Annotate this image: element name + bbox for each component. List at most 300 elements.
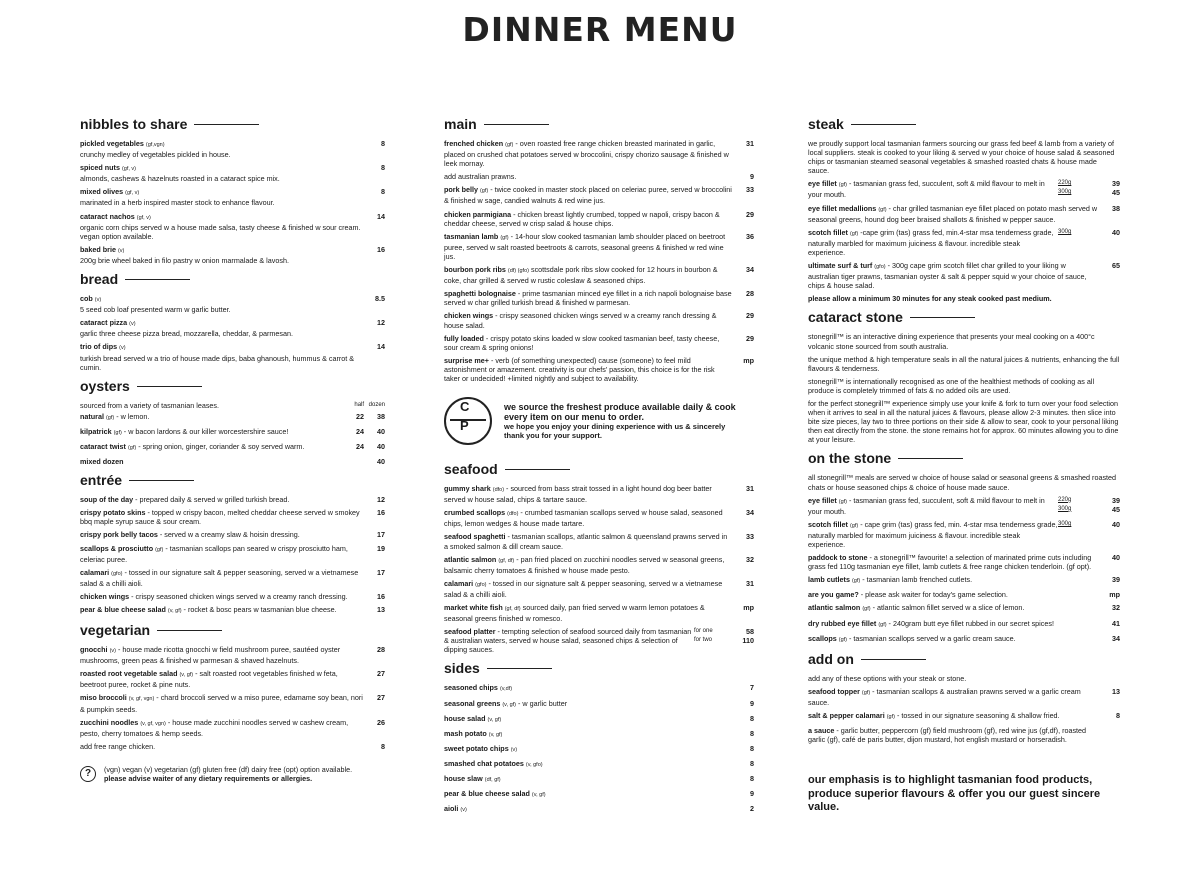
- menu-item: [444, 555, 754, 575]
- menu-item: [80, 442, 385, 453]
- dietary-tag: (gf): [849, 230, 859, 237]
- menu-item-price: 32: [746, 554, 754, 564]
- menu-item-desc: - 14-hour slow cooked tasmanian lamb shoulder placed on beetroot puree, served w salt roasted beetroots & carrots, seasonal greens & finished w red wine jus.: [444, 231, 726, 261]
- menu-item-name: aioli: [444, 804, 459, 814]
- menu-item: [444, 759, 754, 770]
- produce-badge: [444, 397, 754, 445]
- menu-item-text: [444, 729, 732, 740]
- menu-item: [80, 245, 385, 265]
- weight-row: [1058, 496, 1120, 505]
- menu-item-desc: - house made zucchini noodles served w cashew cream, pesto, cherry tomatoes & hemp seeds.: [80, 717, 349, 738]
- weight: 300g: [1058, 520, 1072, 527]
- menu-item: [80, 508, 385, 526]
- menu-item: [444, 804, 754, 815]
- menu-item-desc: - w lemon.: [114, 411, 150, 421]
- half-price: 22: [356, 411, 365, 421]
- weight: 300g: [1058, 189, 1072, 196]
- section-heading: on the stone: [808, 450, 1120, 467]
- menu-item-price: 65: [1112, 261, 1120, 271]
- menu-item: [80, 718, 385, 738]
- menu-item-name: paddock to stone: [808, 553, 868, 563]
- menu-item-name: gummy shark: [444, 484, 491, 494]
- section-oysters: [80, 378, 385, 466]
- section-bread: [80, 271, 385, 372]
- menu-item-desc: - prime tasmanian minced eye fillet in a rich napoli bolognaise base served w char grilled turkish bread & finished w parmesan.: [444, 289, 732, 308]
- menu-item-price: 8: [750, 728, 754, 738]
- section-vegetarian: [80, 622, 385, 751]
- addon-intro: add any of these options with your steak or stone.: [808, 673, 967, 683]
- menu-item-price: 41: [1112, 618, 1120, 628]
- menu-item-desc: 200g brie wheel baked in filo pastry w onion marmalade & lavosh.: [80, 255, 289, 265]
- menu-item: [80, 212, 385, 241]
- menu-item: [80, 605, 385, 616]
- menu-item-name: surprise me+: [444, 355, 489, 365]
- menu-item: [808, 520, 1120, 549]
- section-sides: [444, 660, 754, 815]
- menu-item-name: mash potato: [444, 728, 487, 738]
- menu-item-name: eye fillet medallions: [808, 203, 877, 213]
- menu-item-price: 26: [377, 717, 385, 727]
- menu-item: [80, 412, 385, 423]
- menu-item-price: 19: [377, 543, 385, 553]
- menu-item-price: 8: [381, 139, 385, 148]
- menu-item-name: seafood spaghetti: [444, 532, 506, 542]
- menu-item-name: pear & blue cheese salad: [444, 789, 530, 799]
- menu-item-name: scotch fillet: [808, 519, 848, 529]
- section-on-the-stone: [808, 450, 1120, 644]
- badge-line: thank you for your support.: [504, 431, 602, 441]
- menu-item-name: seafood topper: [808, 686, 860, 696]
- menu-item-desc: - twice cooked in master stock placed on celeriac puree, served w broccolini & finished w sage, candied walnuts & red wine jus.: [444, 185, 732, 206]
- menu-item: [808, 575, 1120, 586]
- menu-item-price: 8.5: [375, 294, 385, 304]
- menu-item-text: [80, 442, 345, 453]
- dozen-price: 40: [377, 441, 385, 451]
- menu-item: [444, 532, 754, 550]
- menu-item-desc: - verb (of something unexpected) cause (someone) to feel mild astonishment or amazement. creativity is our chefs' passion, this choice is for the risk taker or undecided! +limited nightly and subject to availability.: [444, 355, 715, 383]
- menu-item-desc: almonds, cashews & hazelnuts roasted in a cataract spice mix.: [80, 174, 280, 184]
- dozen-label: dozen: [368, 401, 385, 408]
- menu-item: [444, 714, 754, 725]
- menu-item: [808, 590, 1120, 599]
- menu-item-text: [808, 711, 1098, 722]
- menu-item-desc: 5 seed cob loaf presented warm w garlic butter.: [80, 305, 231, 315]
- dietary-tag: (gf): [500, 234, 509, 241]
- menu-item-name: crispy pork belly tacos: [80, 530, 158, 540]
- menu-item-price: 8: [381, 187, 385, 197]
- dietary-tag: (gf): [878, 621, 887, 628]
- menu-item-text: [80, 605, 363, 616]
- heading-rule: [125, 279, 190, 280]
- half-price: 24: [356, 441, 365, 451]
- menu-item-text: [444, 508, 732, 528]
- dietary-tag: (gf): [479, 188, 489, 195]
- menu-item-desc: - tasmanian scallops, atlantic salmon & queensland prawns served in a smoked salmon & dill cream sauce.: [444, 532, 728, 551]
- menu-item-desc: sourced daily, pan fried served w warm lemon potatoes & seasonal greens finished w romesco.: [444, 603, 705, 624]
- menu-item-name: baked brie: [80, 244, 116, 254]
- menu-item-price: 8: [381, 741, 385, 751]
- menu-item-text: [808, 634, 1098, 645]
- menu-item-name: cataract pizza: [80, 318, 128, 328]
- menu-item-desc: - please ask waiter for today's game selection.: [858, 590, 1008, 600]
- heading-rule: [851, 124, 916, 125]
- menu-item-text: [80, 693, 363, 713]
- menu-item-name: cob: [80, 294, 93, 304]
- dietary-tag: (v, gf, vgn): [128, 696, 155, 703]
- price: 40: [1112, 519, 1120, 529]
- oyster-prices: [345, 412, 385, 423]
- menu-item-price: 16: [377, 591, 385, 601]
- menu-item-name: pickled vegetables: [80, 139, 144, 148]
- menu-item: [80, 495, 385, 504]
- half-price: [345, 457, 364, 466]
- section-heading: sides: [444, 660, 754, 677]
- menu-item: [444, 508, 754, 528]
- menu-item-text: [808, 179, 1058, 199]
- menu-item: [444, 789, 754, 800]
- menu-item-text: [444, 804, 732, 815]
- menu-item-name: atlantic salmon: [808, 603, 861, 613]
- menu-item-name: crumbed scallops: [444, 508, 506, 518]
- weight-row: [1058, 520, 1120, 529]
- section-heading: nibbles to share: [80, 116, 385, 133]
- menu-item-name: natural: [80, 411, 104, 421]
- menu-item-price: 9: [750, 698, 754, 708]
- menu-item-desc: - house made ricotta gnocchi w field mushroom puree, sautéed oyster mushrooms, green peas & finished w parmesan & shaved hazelnuts.: [80, 645, 341, 666]
- heading-rule: [898, 458, 963, 459]
- steak-note: please allow a minimum 30 minutes for any steak cooked past medium.: [808, 294, 1052, 304]
- menu-item: [80, 294, 385, 314]
- menu-item: [444, 311, 754, 329]
- menu-item-desc: scottsdale pork ribs slow cooked for 12 hours in bourbon & coke, char grilled & served w rustic coleslaw & seasoned chips.: [444, 265, 718, 286]
- menu-item-price: 13: [1112, 686, 1120, 696]
- menu-item-price: mp: [743, 355, 754, 365]
- badge-line: every item on our menu to order.: [504, 412, 645, 423]
- steak-intro: we proudly support local tasmanian farmers sourcing our grass fed beef & lamb from a variety of local suppliers. steak is cooked to your liking & served w your choice of house salad & seasoned chips or tasmanian steamed seasonal vegetables & smashed roasted chats & house made sauce.: [808, 139, 1115, 176]
- menu-item: [808, 619, 1120, 630]
- menu-item-name: seasoned chips: [444, 683, 498, 693]
- menu-item-price: 8: [750, 758, 754, 768]
- menu-item-name: crispy potato skins: [80, 508, 146, 518]
- menu-item-text: [808, 261, 1098, 290]
- menu-item-name: trio of dips: [80, 342, 118, 352]
- menu-item-desc: - w bacon lardons & our killer worcestershire sauce!: [121, 426, 289, 436]
- dietary-tag: (v,df): [499, 686, 513, 693]
- menu-item-name: atlantic salmon: [444, 554, 497, 564]
- menu-item-price: 34: [746, 508, 754, 518]
- menu-item-text: [80, 163, 363, 183]
- menu-item-name: house slaw: [444, 774, 483, 784]
- menu-item-text: [444, 774, 732, 785]
- price: 45: [1112, 504, 1120, 514]
- heading-rule: [137, 386, 202, 387]
- menu-item-desc: - chicken breast lightly crumbed, topped w napoli, crispy bacon & cheddar cheese, served w crisp salad & house chips.: [444, 209, 720, 228]
- menu-item-price: 14: [377, 211, 385, 221]
- menu-item-desc: - tasmanian lamb frenched cutlets.: [860, 575, 973, 585]
- menu-item-name: are you game?: [808, 590, 859, 600]
- dietary-tag: (gf): [861, 689, 871, 696]
- question-icon: ?: [80, 766, 96, 782]
- menu-item-price: 16: [377, 244, 385, 254]
- menu-item-desc: - crispy seasoned chicken wings served w a creamy ranch dressing & house salad.: [444, 311, 717, 330]
- section-heading: steak: [808, 116, 1120, 133]
- menu-item-name: salt & pepper calamari: [808, 711, 885, 721]
- heading-rule: [129, 480, 194, 481]
- menu-item-name: eye fillet: [808, 495, 837, 505]
- menu-column-left: [80, 116, 385, 783]
- menu-item: [444, 484, 754, 504]
- menu-item-price: 31: [746, 139, 754, 148]
- menu-item-name: tasmanian lamb: [444, 231, 499, 241]
- menu-item-name: zucchini noodles: [80, 717, 139, 727]
- menu-item-text: [808, 619, 1098, 630]
- menu-item-name: seasonal greens: [444, 698, 501, 708]
- section-nibbles: [80, 116, 385, 265]
- menu-item: [80, 669, 385, 689]
- menu-item-desc: - cape grim (tas) grass fed, min. 4-star msa tenderness grade, naturally marbled for maximum juiciness & flavour. incredible steak experience.: [808, 519, 1058, 549]
- section-heading: entrée: [80, 472, 385, 489]
- menu-item-price: 31: [746, 578, 754, 588]
- menu-item: [444, 744, 754, 755]
- menu-item-text: [444, 714, 732, 725]
- menu-item-desc: - crumbed tasmanian scallops served w house salad, seasoned chips, lemon wedges & house made tartare.: [444, 508, 723, 529]
- menu-item-text: [80, 508, 363, 526]
- menu-item-price: 28: [746, 289, 754, 299]
- heading-rule: [487, 668, 552, 669]
- menu-item-text: [444, 484, 732, 504]
- menu-item-price: 9: [750, 789, 754, 799]
- dietary-tag: (v, gf): [531, 792, 546, 799]
- menu-item-price: 8: [750, 774, 754, 784]
- dietary-tag: (gf, v): [121, 166, 137, 173]
- menu-item-text: [80, 427, 345, 438]
- menu-item-price: 33: [746, 532, 754, 542]
- menu-item: [444, 185, 754, 205]
- menu-item-name: eye fillet: [808, 179, 837, 189]
- menu-item-desc: - tasmanian scallops & australian prawns served w a garlic cream sauce.: [808, 686, 1081, 707]
- dietary-legend: [80, 765, 385, 783]
- dietary-tag: (gf): [838, 182, 848, 189]
- menu-item-price: 27: [377, 693, 385, 703]
- menu-item-desc: add free range chicken.: [80, 741, 156, 751]
- dietary-tag: (gf): [105, 414, 115, 421]
- menu-item-name: fully loaded: [444, 333, 484, 343]
- menu-item: [80, 530, 385, 539]
- oyster-prices: [345, 427, 385, 438]
- section-entree: [80, 472, 385, 616]
- menu-item-price: 14: [377, 342, 385, 352]
- weight: 220g: [1058, 496, 1072, 503]
- menu-item-text: [808, 553, 1098, 571]
- heading-rule: [194, 124, 259, 125]
- menu-item-name: spiced nuts: [80, 163, 120, 173]
- dietary-tag: (v, gf): [167, 608, 182, 614]
- menu-item: [80, 139, 385, 159]
- dietary-tag: (v, gf): [179, 672, 194, 679]
- menu-item-price: 12: [377, 495, 385, 505]
- menu-item: [808, 496, 1120, 516]
- dietary-tag: (gf): [849, 522, 859, 529]
- heading-rule: [861, 659, 926, 660]
- weight-row: [1058, 188, 1120, 197]
- menu-item-price: 32: [1112, 603, 1120, 613]
- menu-item-price: 8: [750, 713, 754, 723]
- menu-item-desc: - chard broccoli served w a miso puree, edamame soy bean, nori & pumpkin seeds.: [80, 693, 363, 714]
- weight: 300g: [1058, 505, 1072, 512]
- menu-item-name: pear & blue cheese salad: [80, 605, 166, 614]
- menu-item-text: [808, 520, 1058, 549]
- menu-item: [808, 634, 1120, 645]
- menu-item-text: [80, 457, 345, 466]
- section-heading: cataract stone: [808, 309, 1120, 326]
- dietary-tag: (gfo): [874, 264, 886, 271]
- menu-item: [808, 179, 1120, 199]
- menu-item-text: [444, 603, 732, 623]
- menu-item: [80, 592, 385, 601]
- menu-item-name: scallops: [808, 633, 837, 643]
- menu-item-desc: - tossed in our signature salt & pepper seasoning, served w a vietnamese salad & a chilli aioli.: [444, 578, 723, 599]
- section-heading: oysters: [80, 378, 385, 395]
- menu-item-text: [444, 265, 732, 285]
- menu-item-price: 27: [377, 669, 385, 679]
- onstone-intro: all stonegrill™ meals are served w choice of house salad or seasonal greens & smashed roasted chats or house seasoned chips & choice of house made sauce.: [808, 473, 1117, 492]
- menu-item-text: [80, 718, 363, 738]
- menu-item: [444, 334, 754, 352]
- menu-item: [444, 210, 754, 228]
- menu-item: [808, 204, 1120, 224]
- section-main: [444, 116, 754, 383]
- menu-item-name: calamari: [444, 578, 474, 588]
- legend-codes: (vgn) vegan (v) vegetarian (gf) gluten free (df) dairy free (opt) option available.: [104, 764, 353, 774]
- cp-logo-icon: C P: [444, 397, 492, 445]
- menu-item-name: mixed olives: [80, 187, 124, 197]
- menu-item-desc: - tasmanian scallops pan seared w crispy prosciutto ham, celeriac puree.: [80, 543, 348, 564]
- menu-item-desc: - salt roasted root vegetables finished w feta, beetroot puree, rocket & pine nuts.: [80, 669, 338, 690]
- heading-rule: [910, 317, 975, 318]
- menu-item-text: [808, 687, 1098, 707]
- menu-item: [80, 645, 385, 665]
- heading-rule: [505, 469, 570, 470]
- stone-paragraph: stonegrill™ is internationally recognised as one of the healthiest methods of cooking as all produce is completely trimmed of fats & no added oils are used.: [808, 376, 1095, 395]
- menu-item-desc: - sourced from bass strait tossed in a light hound dog beer batter served w house salad, chips & tartare sauce.: [444, 484, 712, 505]
- menu-item-desc: - crispy seasoned chicken wings served w a creamy ranch dressing.: [129, 591, 348, 601]
- dietary-tag: (v, gfo): [525, 761, 543, 768]
- menu-item-name: sweet potato chips: [444, 743, 509, 753]
- price: 40: [1112, 227, 1120, 237]
- section-heading: main: [444, 116, 754, 133]
- menu-item-name: chicken wings: [80, 591, 130, 601]
- menu-item-name: scallops & prosciutto: [80, 543, 154, 553]
- dietary-tag: (gf): [878, 206, 887, 213]
- menu-item: [80, 163, 385, 183]
- menu-item-name: mixed dozen: [80, 457, 124, 467]
- menu-item-price: 7: [750, 683, 754, 693]
- menu-item-desc: - served w a creamy slaw & hoisin dressing.: [157, 530, 300, 540]
- menu-item-text: [444, 311, 732, 329]
- menu-item-text: [80, 645, 363, 665]
- menu-item-text: [80, 412, 345, 423]
- menu-item: [808, 261, 1120, 290]
- dietary-tag: (v, gf): [502, 701, 516, 708]
- menu-item-text: [80, 318, 363, 338]
- menu-item-price: 34: [746, 265, 754, 275]
- menu-item-price: 28: [377, 645, 385, 655]
- menu-item-desc: - crispy potato skins loaded w slow cooked tasmanian beef, tasty cheese, sour cream & spring onions!: [444, 333, 720, 352]
- menu-item: [808, 711, 1120, 722]
- menu-item-text: [444, 334, 732, 352]
- menu-item-text: [808, 496, 1058, 516]
- menu-item-price: 33: [746, 185, 754, 195]
- dietary-tag: (gf): [155, 546, 164, 553]
- menu-item-desc: turkish bread served w a trio of house made dips, baba ghanoush, hummus & carrot & cumin.: [80, 353, 355, 372]
- menu-item-name: house salad: [444, 713, 486, 723]
- menu-item-price: 12: [377, 318, 385, 328]
- menu-item: [80, 318, 385, 338]
- menu-item: [80, 457, 385, 466]
- menu-item-price: 38: [1112, 203, 1120, 213]
- menu-item-text: [444, 356, 732, 383]
- menu-item-desc: - prepared daily & served w grilled turkish bread.: [133, 495, 290, 505]
- menu-item-desc: - 240gram butt eye fillet rubbed in our secret spices!: [886, 618, 1054, 628]
- menu-item-text: [808, 575, 1098, 586]
- menu-item-text: [444, 532, 732, 550]
- menu-item-desc: - tossed in our signature salt & pepper seasoning, served w a vietnamese salad & a chilli aioli.: [80, 567, 359, 588]
- menu-item: [808, 726, 1120, 744]
- menu-item-price: 17: [377, 530, 385, 540]
- menu-item-name: chicken parmigiana: [444, 209, 512, 219]
- menu-item-text: [808, 204, 1098, 224]
- menu-item-desc: - tasmanian grass fed, succulent, soft & mild flavour to melt in your mouth.: [808, 179, 1045, 200]
- menu-item-text: [444, 555, 732, 575]
- dietary-tag: (gf): [838, 498, 848, 505]
- menu-item-text: [80, 342, 363, 371]
- dietary-tag: (v): [117, 247, 125, 254]
- heading-rule: [157, 630, 222, 631]
- half-price: 24: [356, 426, 365, 436]
- menu-item-price: 31: [746, 484, 754, 494]
- dietary-tag: (gf,vgn): [145, 142, 165, 148]
- dietary-tag: (gf, df): [504, 606, 521, 612]
- section-heading: vegetarian: [80, 622, 385, 639]
- menu-item-text: [444, 789, 732, 800]
- menu-item-seafood-platter: seafood platter - tempting selection of seafood sourced daily from tasmanian & australian waters, served w house salad, seasoned chips & selection of dipping sauces. for one 58 for two 110: [444, 627, 754, 655]
- section-heading: bread: [80, 271, 385, 288]
- menu-item-text: [80, 568, 363, 588]
- section-add-on: [808, 651, 1120, 745]
- menu-item: [444, 603, 754, 623]
- oyster-prices: [345, 457, 385, 466]
- menu-item-desc: - w garlic butter: [516, 698, 568, 708]
- section-seafood: [444, 461, 754, 654]
- dietary-tag: (gf): [862, 606, 871, 613]
- menu-item: [808, 687, 1120, 707]
- legend-allergy-note: please advise waiter of any dietary requirements or allergies.: [104, 773, 313, 783]
- menu-item-text: [80, 187, 363, 207]
- price: 45: [1112, 188, 1120, 198]
- menu-item-text: [444, 683, 732, 694]
- dozen-price: 38: [377, 411, 385, 421]
- badge-line: we hope you enjoy your dining experience with us & sincerely: [504, 422, 726, 432]
- menu-item-desc: add australian prawns.: [444, 172, 517, 182]
- menu-item-name: ultimate surf & turf: [808, 261, 873, 271]
- half-label: half: [354, 401, 365, 408]
- menu-item: [80, 693, 385, 713]
- section-heading: add on: [808, 651, 1120, 668]
- menu-item-name: dry rubbed eye fillet: [808, 618, 877, 628]
- menu-item-desc: garlic three cheese pizza bread, mozzarella, cheddar, & parmesan.: [80, 329, 293, 339]
- section-cataract-stone: [808, 309, 1120, 444]
- weight-row: [1058, 505, 1120, 514]
